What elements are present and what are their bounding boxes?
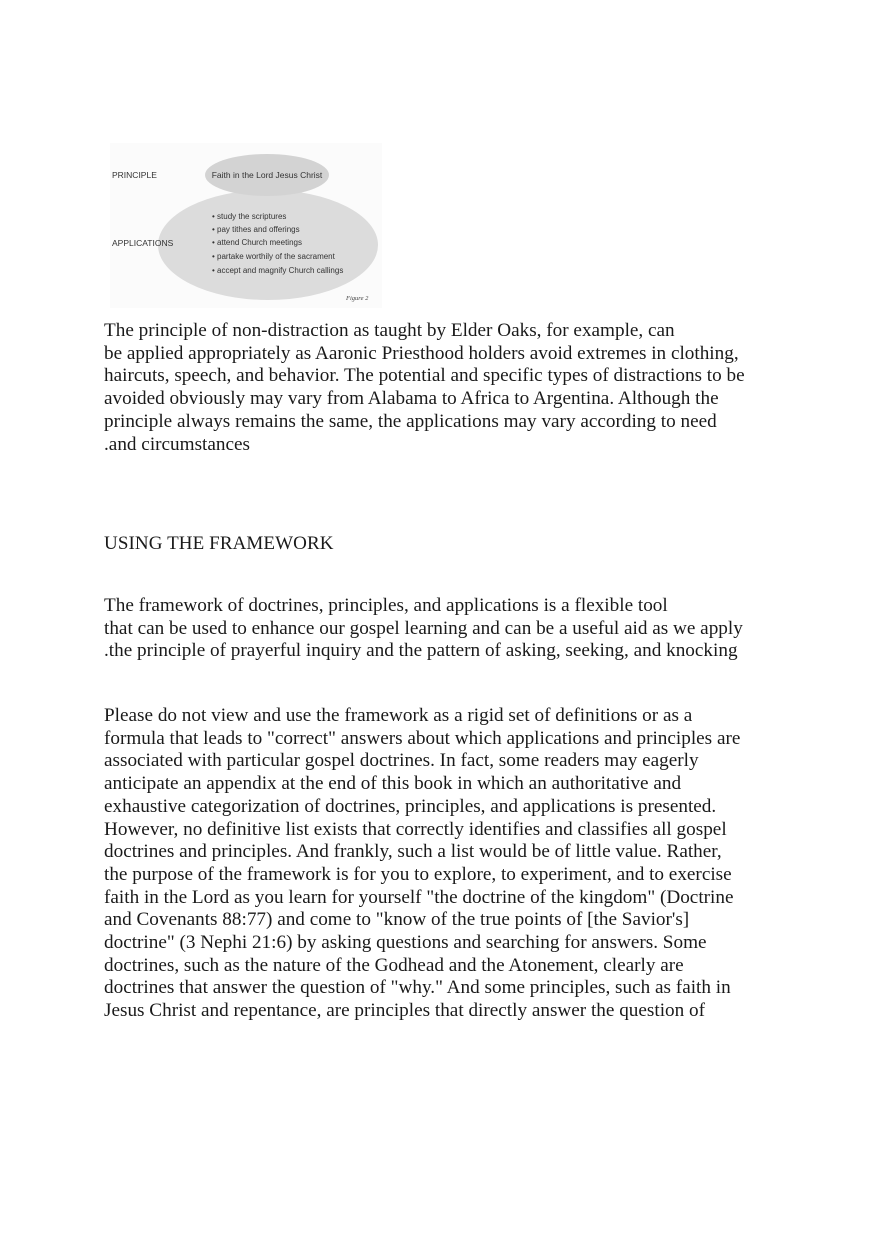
application-item: • accept and magnify Church callings	[212, 266, 344, 275]
text-line: doctrine" (3 Nephi 21:6) by asking questions and searching for answers. Some	[104, 932, 707, 954]
principle-text: Faith in the Lord Jesus Christ	[211, 170, 323, 180]
application-item: • pay tithes and offerings	[212, 225, 300, 234]
principle-label: PRINCIPLE	[112, 170, 157, 180]
text-line: However, no definitive list exists that correctly identifies and classifies all gospel	[104, 818, 727, 840]
text-line: The principle of non-distraction as taught by Elder Oaks, for example, can	[104, 320, 675, 341]
application-item: • attend Church meetings	[212, 238, 302, 247]
text-line: .the principle of prayerful inquiry and the pattern of asking, seeking, and knocking	[104, 640, 738, 662]
text-line: Please do not view and use the framework as a rigid set of definitions or as a	[104, 705, 693, 726]
text-line: that can be used to enhance our gospel learning and can be a useful aid as we apply	[104, 617, 743, 639]
text-line: be applied appropriately as Aaronic Priesthood holders avoid extremes in clothing,	[104, 342, 739, 364]
paragraph-framework-tool	[104, 595, 794, 663]
text-line: haircuts, speech, and behavior. The potential and specific types of distractions to be	[104, 365, 745, 387]
applications-label: APPLICATIONS	[112, 238, 174, 248]
text-line: formula that leads to "correct" answers about which applications and principles are	[104, 727, 741, 749]
text-line: the purpose of the framework is for you to explore, to experiment, and to exercise	[104, 863, 732, 885]
figure-caption: Figure 2	[346, 295, 369, 302]
text-line: associated with particular gospel doctrines. In fact, some readers may eagerly	[104, 750, 699, 772]
paragraph-non-distraction	[104, 320, 794, 456]
text-line: faith in the Lord as you learn for yourself "the doctrine of the kingdom" (Doctrine	[104, 886, 734, 908]
text-line: and Covenants 88:77) and come to "know of the true points of [the Savior's]	[104, 909, 690, 931]
application-item: • partake worthily of the sacrament	[212, 252, 335, 261]
text-line: doctrines and principles. And frankly, such a list would be of little value. Rather,	[104, 841, 722, 863]
principle-applications-diagram	[110, 143, 382, 308]
text-line: doctrines that answer the question of "why." And some principles, such as faith in	[104, 977, 731, 999]
text-line: .and circumstances	[104, 433, 250, 455]
text-line: anticipate an appendix at the end of this book in which an authoritative and	[104, 773, 682, 795]
text-line: doctrines, such as the nature of the Godhead and the Atonement, clearly are	[104, 954, 684, 976]
text-line: avoided obviously may vary from Alabama to Africa to Argentina. Although the	[104, 388, 719, 410]
text-line: Jesus Christ and repentance, are principles that directly answer the question of	[104, 1000, 706, 1022]
text-line: principle always remains the same, the applications may vary according to need	[104, 410, 717, 432]
text-line: exhaustive categorization of doctrines, principles, and applications is presented.	[104, 795, 717, 817]
text-line: The framework of doctrines, principles, and applications is a flexible tool	[104, 595, 668, 616]
paragraph-framework-usage	[104, 705, 794, 1023]
figure-2-diagram	[110, 143, 382, 308]
section-heading: USING THE FRAMEWORK	[104, 533, 334, 554]
application-item: • study the scriptures	[212, 212, 287, 221]
